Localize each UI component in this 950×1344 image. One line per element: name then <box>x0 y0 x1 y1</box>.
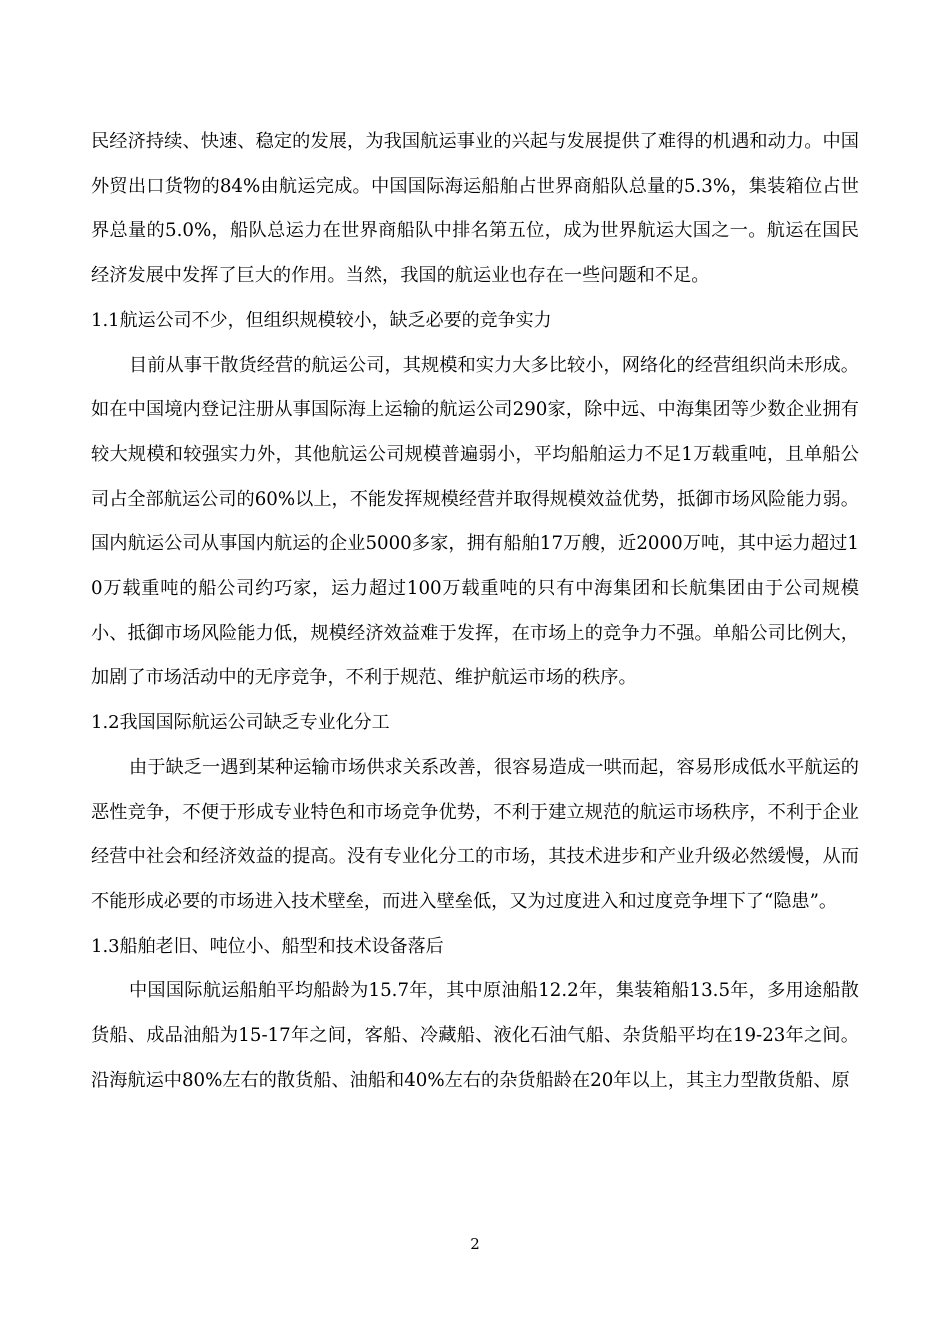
paragraph-1-1: 目前从事干散货经营的航运公司，其规模和实力大多比较小，网络化的经营组织尚未形成。如在中国境内登记注册从事国际海上运输的航运公司290家，除中远、中海集团等少数企业拥有较大规模和较强实力外，其他航运公司规模普遍弱小，平均船舶运力不足1万载重吨，且单船公司占全部航运公司的60%以上，不能发挥规模经营并取得规模效益优势，抵御市场风险能力弱。国内航运公司从事国内航运的企业5000多家，拥有船舶17万艘，近2000万吨，其中运力超过10万载重吨的船公司约巧家，运力超过100万载重吨的只有中海集团和长航集团由于公司规模小、抵御市场风险能力低，规模经济效益难于发挥，在市场上的竞争力不强。单船公司比例大，加剧了市场活动中的无序竞争，不利于规范、维护航运市场的秩序。 <box>91 354 859 689</box>
paragraph-1-3: 中国国际航运船舶平均船龄为15.7年，其中原油船12.2年，集装箱船13.5年，多用途船散货船、成品油船为15-17年之间，客船、冷藏船、液化石油气船、杂货船平均在19-23年之间。沿海航运中80%左右的散货船、油船和40%左右的杂货船龄在20年以上，其主力型散货船、原 <box>91 980 859 1091</box>
page-number: 2 <box>470 1235 480 1253</box>
paragraph-intro: 民经济持续、快速、稳定的发展，为我国航运事业的兴起与发展提供了难得的机遇和动力。中国外贸出口货物的84%由航运完成。中国国际海运船舶占世界商船队总量的5.3%，集装箱位占世界总量的5.0%，船队总运力在世界商船队中排名第五位，成为世界航运大国之一。航运在国民经济发展中发挥了巨大的作用。当然，我国的航运业也存在一些问题和不足。 <box>91 131 859 287</box>
section-heading-1-2: 1.2我国国际航运公司缺乏专业化分工 <box>91 712 390 734</box>
paragraph-1-2: 由于缺乏一遇到某种运输市场供求关系改善，很容易造成一哄而起，容易形成低水平航运的恶性竞争，不便于形成专业特色和市场竞争优势，不利于建立规范的航运市场秩序，不利于企业经营中社会和经济效益的提高。没有专业化分工的市场，其技术进步和产业升级必然缓慢，从而不能形成必要的市场进入技术壁垒，而进入壁垒低，又为过度进入和过度竞争埋下了“隐患”。 <box>91 756 859 912</box>
section-heading-1-1: 1.1航运公司不少，但组织规模较小，缺乏必要的竞争实力 <box>91 309 552 331</box>
section-heading-1-3: 1.3船舶老旧、吨位小、船型和技术设备落后 <box>91 935 444 957</box>
document-body <box>91 120 859 1103</box>
